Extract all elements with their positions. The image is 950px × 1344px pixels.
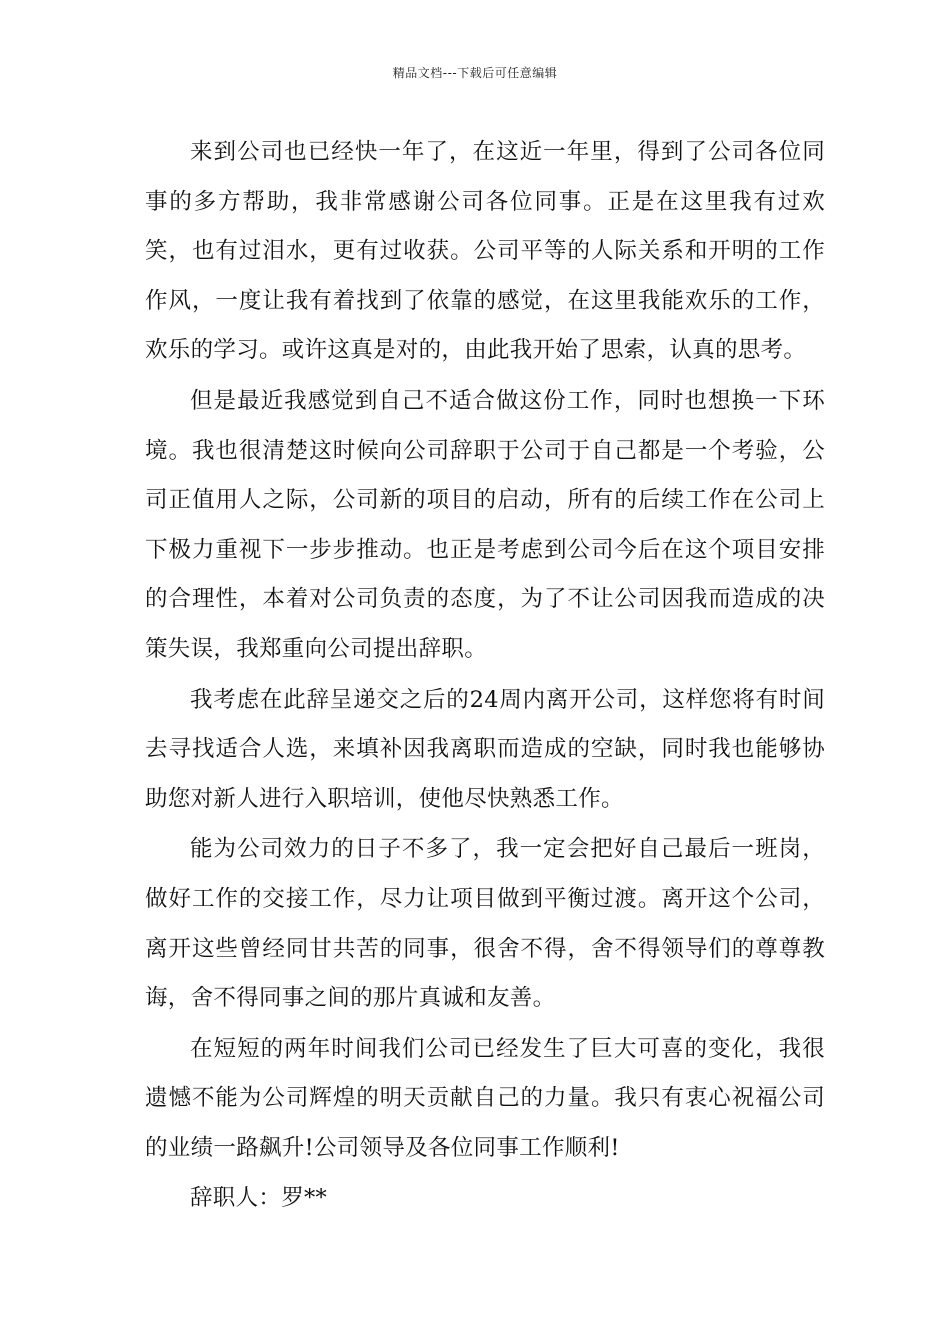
paragraph-5: 在短短的两年时间我们公司已经发生了巨大可喜的变化，我很遗憾不能为公司辉煌的明天贡献自己的力量。我只有衷心祝福公司的业绩一路飙升!公司领导及各位同事工作顺利! (145, 1035, 825, 1161)
paragraph-1: 来到公司也已经快一年了，在这近一年里，得到了公司各位同事的多方帮助，我非常感谢公司各位同事。正是在这里我有过欢笑，也有过泪水，更有过收获。公司平等的人际关系和开明的工作作风，一度让我有着找到了依靠的感觉，在这里我能欢乐的工作，欢乐的学习。或许这真是对的，由此我开始了思索，认真的思考。 (145, 139, 825, 364)
paragraph-3: 我考虑在此辞呈递交之后的24周内离开公司，这样您将有时间去寻找适合人选，来填补因我离职而造成的空缺，同时我也能够协助您对新人进行入职培训，使他尽快熟悉工作。 (145, 686, 825, 812)
page-header: 精品文档---下载后可任意编辑 (392, 66, 558, 80)
signature-line: 辞职人：罗** (190, 1185, 328, 1212)
paragraph-2: 但是最近我感觉到自己不适合做这份工作，同时也想换一下环境。我也很清楚这时候向公司辞职于公司于自己都是一个考验，公司正值用人之际，公司新的项目的启动，所有的后续工作在公司上下极力重视下一步步推动。也正是考虑到公司今后在这个项目安排的合理性，本着对公司负责的态度，为了不让公司因我而造成的决策失误，我郑重向公司提出辞职。 (145, 387, 825, 662)
letter-body (145, 128, 825, 1224)
paragraph-4: 能为公司效力的日子不多了，我一定会把好自己最后一班岗，做好工作的交接工作，尽力让项目做到平衡过渡。离开这个公司，离开这些曾经同甘共苦的同事，很舍不得，舍不得领导们的尊尊教诲，舍不得同事之间的那片真诚和友善。 (145, 836, 825, 1012)
